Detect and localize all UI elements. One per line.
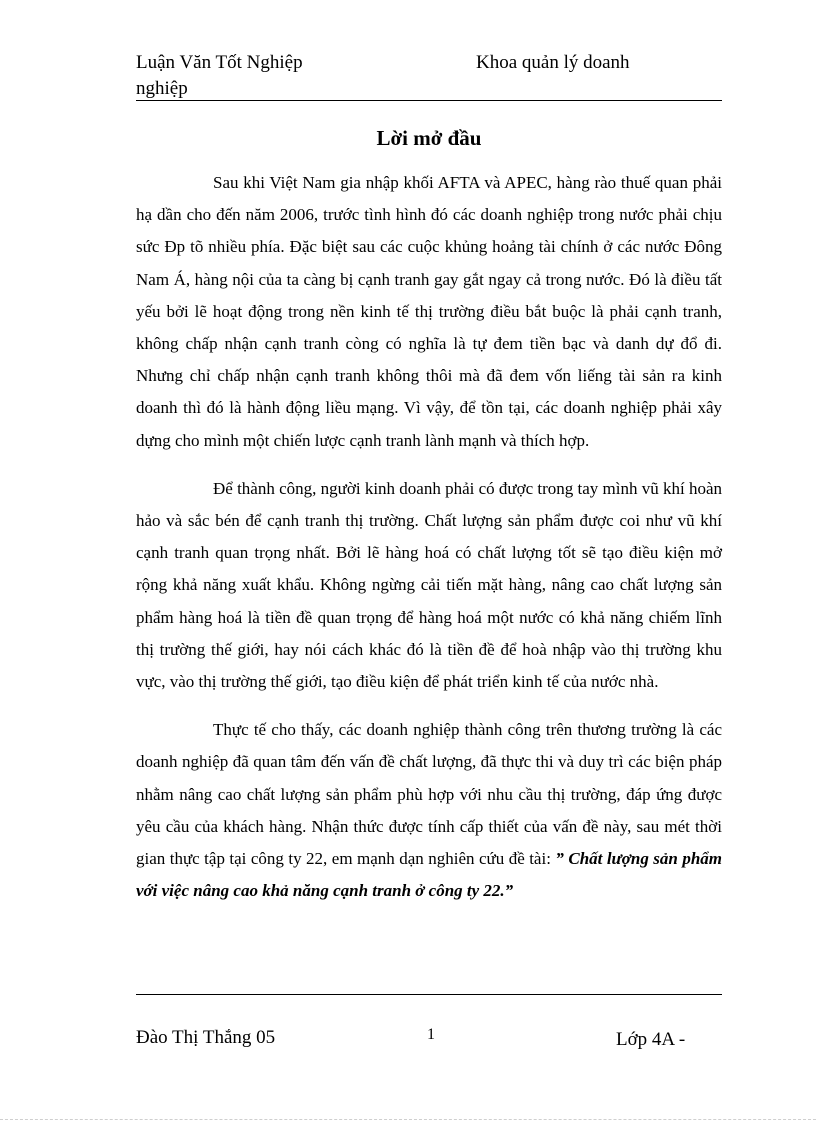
paragraph-1: Sau khi Việt Nam gia nhập khối AFTA và APEC, hàng rào thuế quan phải hạ dần cho đến năm 2006, trước tình hình đó các doanh nghiệp trong nước phải chịu sức Ðp tõ nhiều phía. Đặc biệt sau các cuộc khủng hoảng tài chính ở các nước Đông Nam Á, hàng nội của ta càng bị cạnh tranh gay gắt ngay cả trong nước. Đó là điều tất yếu bởi lẽ hoạt động trong nền kinh tế thị trường điều bắt buộc là phải cạnh tranh, không chấp nhận cạnh tranh còng có nghĩa là tự đem tiền bạc và danh dự đổ đi. Nhưng chỉ chấp nhận cạnh tranh không thôi mà đã đem vốn liếng tài sản ra kinh doanh thì đó là hành động liều mạng. Vì vậy, để tồn tại, các doanh nghiệp phải xây dựng cho mình một chiến lược cạnh tranh lành mạnh và thích hợp. [136,173,722,450]
body-text [136,167,722,923]
paragraph-3 [136,714,722,907]
footer-author-name: Đào Thị Thắng 05 [136,1027,276,1048]
thesis-topic-title: ” Chất lượng sản phẩm với việc nâng cao khả năng cạnh tranh ở công ty 22.” [136,849,722,901]
page-bottom-edge [0,1119,816,1120]
footer-class-label: Lớp 4A - [616,1029,686,1050]
paragraph-3-text: Thực tế cho thấy, các doanh nghiệp thành công trên thương trường là các doanh nghiệp đã quan tâm đến vấn đề chất lượng, đã thực thi và duy trì các biện pháp nhằm nâng cao chất lượng sản phẩm phù hợp với nhu cầu thị trường, đáp ứng được yêu cầu của khách hàng. Nhận thức được tính cấp thiết của vấn đề này, sau mét thời gian thực tập tại công ty 22, em mạnh dạn nghiên cứu đề tài: [136,720,722,869]
page-number: 1 [427,1026,435,1043]
page-header [136,48,722,101]
page-title: Lời mở đầu [376,126,482,150]
paragraph-2: Để thành công, người kinh doanh phải có được trong tay mình vũ khí hoàn hảo và sắc bén để cạnh tranh thị trường. Chất lượng sản phẩm được coi như vũ khí cạnh tranh quan trọng nhất. Bởi lẽ hàng hoá có chất lượng tốt sẽ tạo điều kiện mở rộng khả năng xuất khẩu. Không ngừng cải tiến mặt hàng, nâng cao chất lượng sản phẩm hàng hoá là tiền đề quan trọng để hàng hoá một nước có khả năng chiếm lĩnh thị trường thế giới, hay nói cách khác đó là tiền đề để hoà nhập vào thị trường khu vực, vào thị trường thế giới, tạo điều kiện để phát triển kinh tế của nước nhà. [136,478,723,692]
header-faculty-label: Khoa quản lý doanh [476,52,630,73]
header-thesis-label: Luận Văn Tốt Nghiệp nghiệp [136,52,303,99]
page-footer [136,994,722,1081]
